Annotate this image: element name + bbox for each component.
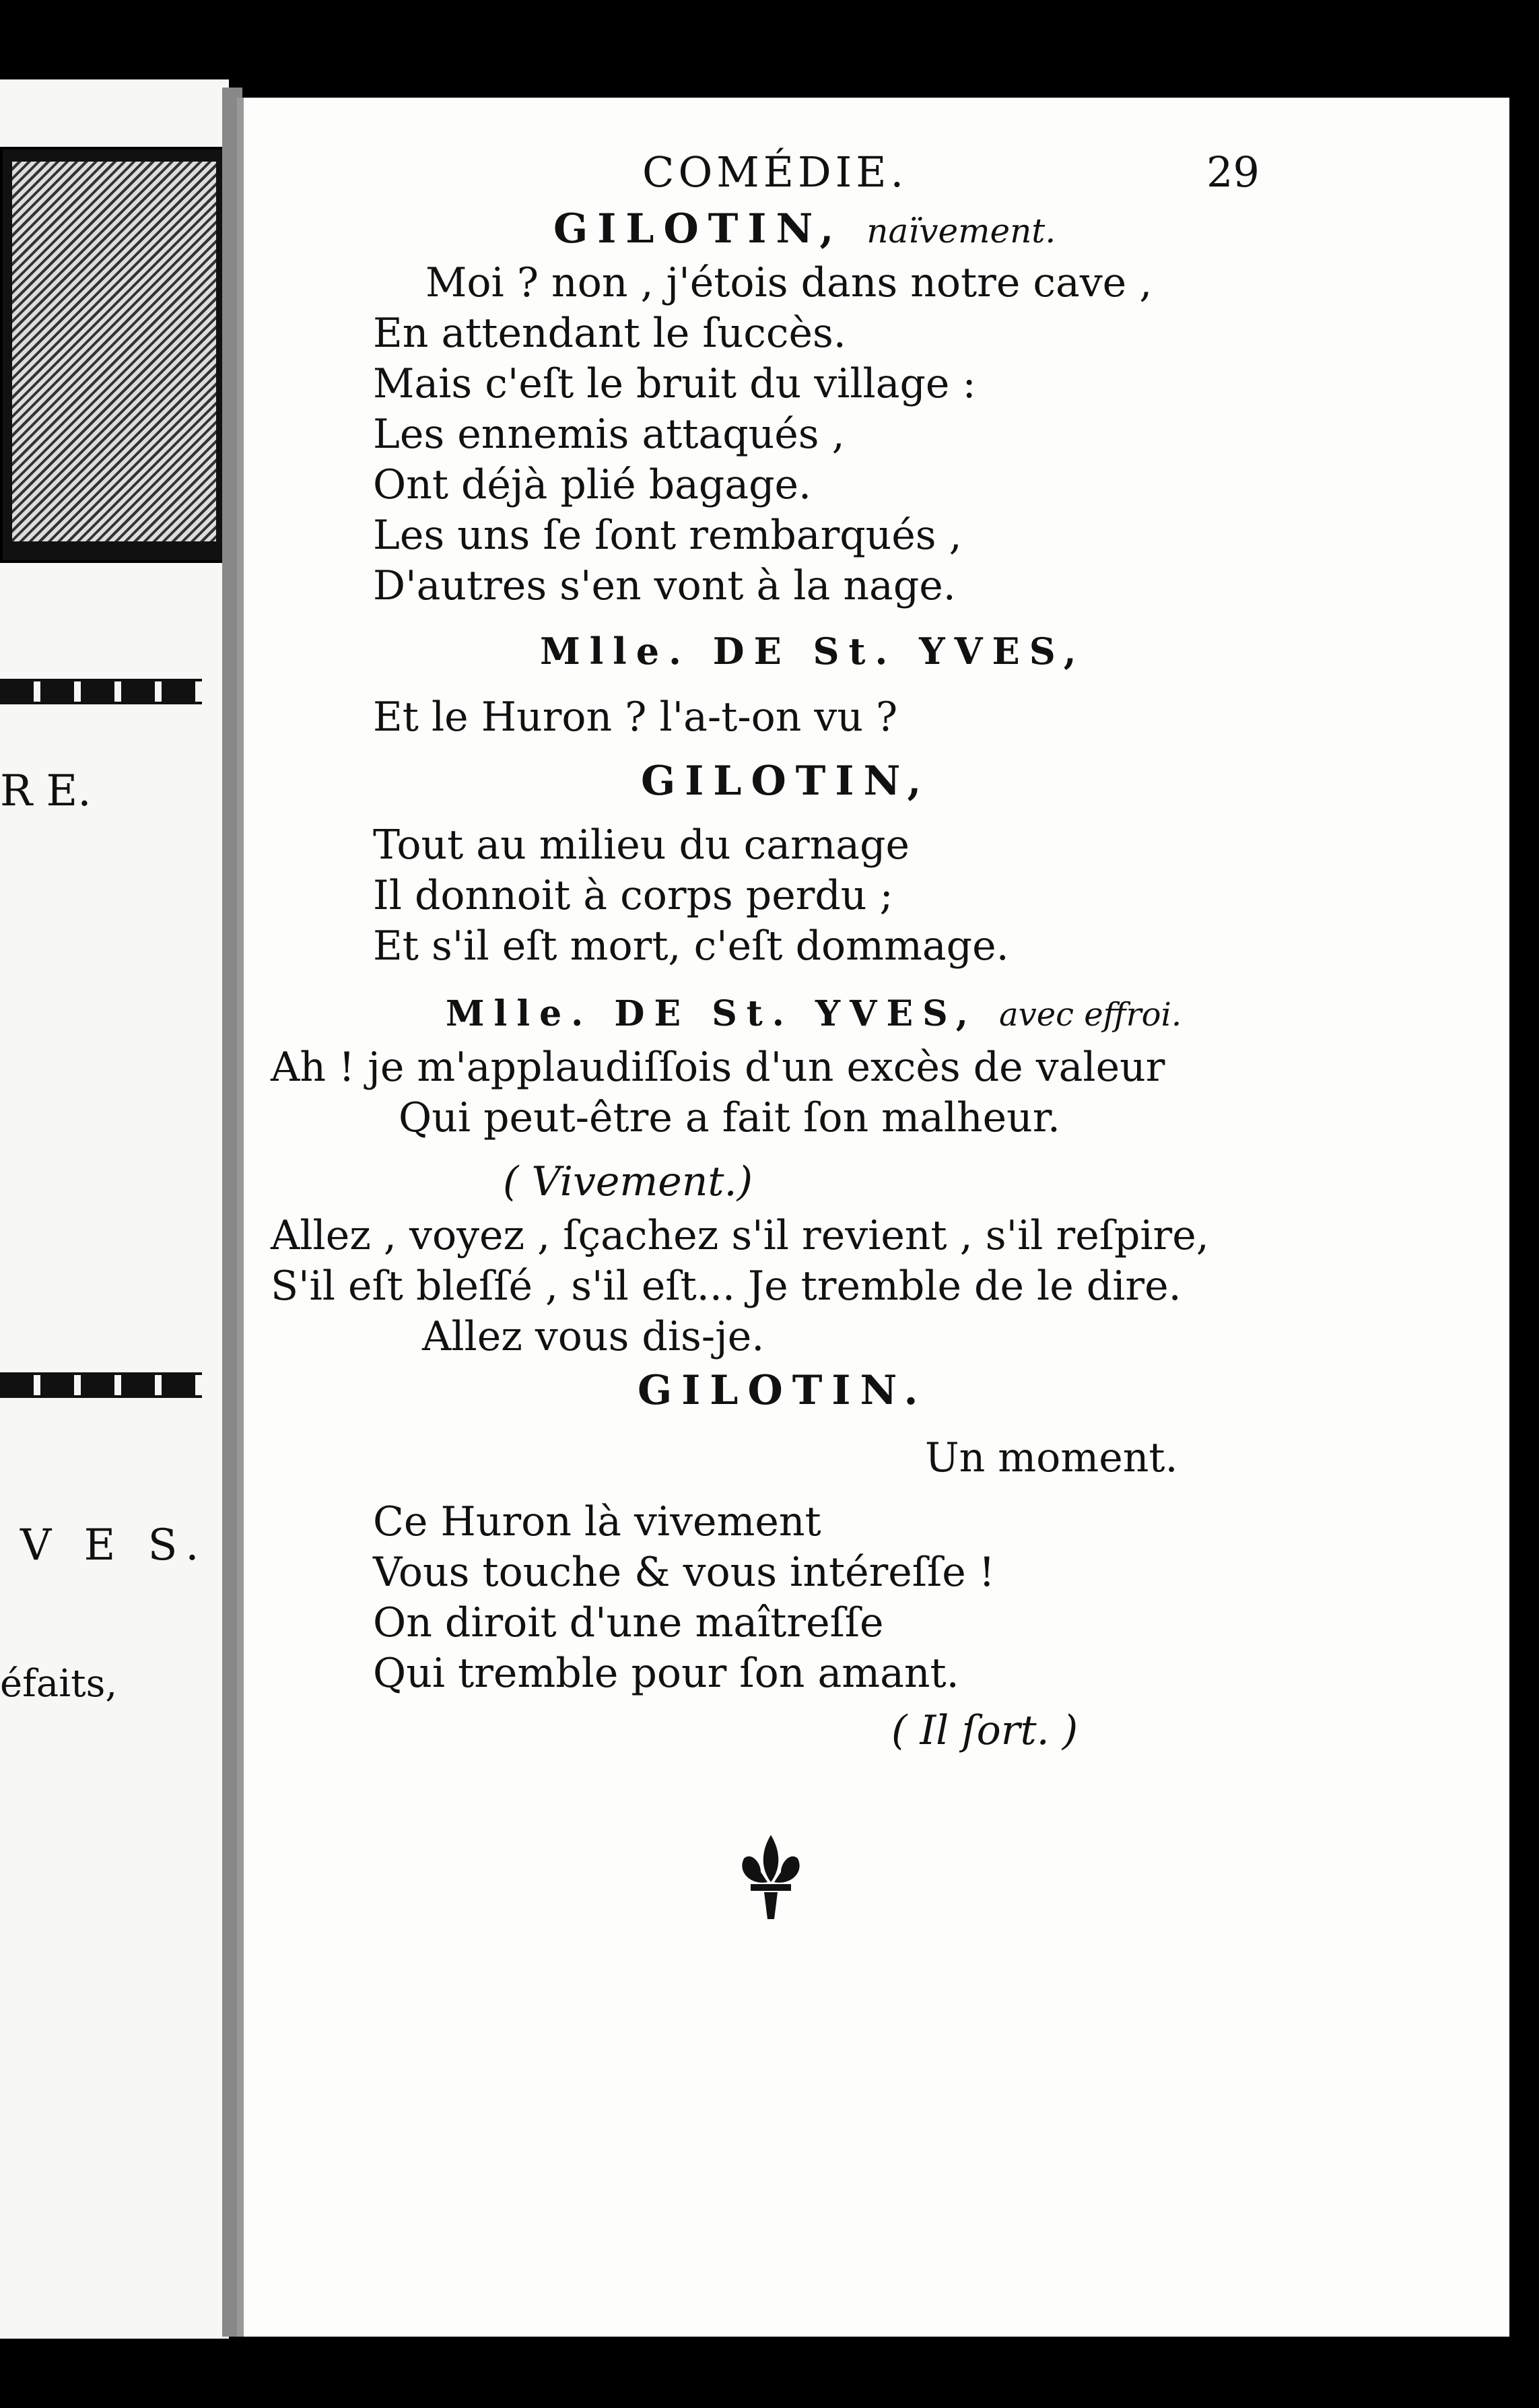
verse-line: En attendant le ſuccès. [373, 310, 846, 357]
left-text-fragment: R E. [0, 766, 92, 816]
verse-line: Ah ! je m'applaudiſſois d'un excès de valeur [271, 1044, 1165, 1091]
verse-line: Ce Huron là vivement [373, 1498, 821, 1545]
verse-line: Les ennemis attaqués , [373, 411, 845, 458]
verse-line: Vous touche & vous intéreſſe ! [373, 1549, 995, 1596]
verse-line: Allez , voyez , ſçachez s'il revient , s'il reſpire, [271, 1212, 1209, 1259]
verse-line: Et s'il eſt mort, c'eſt dommage. [373, 923, 1009, 970]
stage-direction: ( Il ſort. ) [891, 1707, 1079, 1754]
ornament-rule [0, 679, 202, 704]
running-title: COMÉDIE. [642, 147, 908, 197]
ornament-rule [0, 1372, 202, 1398]
speaker-heading: GILOTIN. [638, 1367, 928, 1414]
verse-line: Les uns ſe ſont rembarqués , [373, 512, 962, 559]
verse-line: Un moment. [925, 1434, 1178, 1481]
left-facing-page [0, 79, 229, 2339]
right-page [237, 98, 1509, 2337]
verse-line: Tout au milieu du carnage [373, 822, 910, 869]
verse-line: Allez vous dis-je. [422, 1313, 765, 1360]
speaker-heading: Mlle. DE St. YVES, avec effroi. [446, 993, 1182, 1034]
verse-line: Et le Huron ? l'a-t-on vu ? [373, 694, 898, 741]
verse-line: Il donnoit à corps perdu ; [373, 872, 893, 919]
verse-line: On diroit d'une maîtreſſe [373, 1599, 884, 1646]
verse-line: Moi ? non , j'étois dans notre cave , [425, 259, 1153, 306]
stage-direction: ( Vivement.) [503, 1158, 753, 1205]
verse-line: Qui tremble pour ſon amant. [373, 1650, 959, 1697]
left-text-fragment: V E S. [20, 1520, 209, 1570]
fleur-de-lis-ornament [730, 1832, 811, 1926]
left-text-fragment: éfaits, [0, 1662, 118, 1706]
verse-line: D'autres s'en vont à la nage. [373, 562, 956, 609]
verse-line: Qui peut-être a fait ſon malheur. [399, 1094, 1060, 1141]
verse-line: Ont déjà plié bagage. [373, 461, 812, 508]
speaker-heading: Mlle. DE St. YVES, [540, 630, 1086, 673]
verse-line: Mais c'eſt le bruit du village : [373, 360, 976, 407]
page-number: 29 [1206, 147, 1260, 197]
verse-line: S'il eſt bleſſé , s'il eſt... Je tremble de le dire. [271, 1263, 1182, 1310]
woodcut-illustration [0, 147, 231, 563]
speaker-heading: GILOTIN, [641, 758, 931, 805]
speaker-heading: GILOTIN, naïvement. [553, 205, 1056, 253]
